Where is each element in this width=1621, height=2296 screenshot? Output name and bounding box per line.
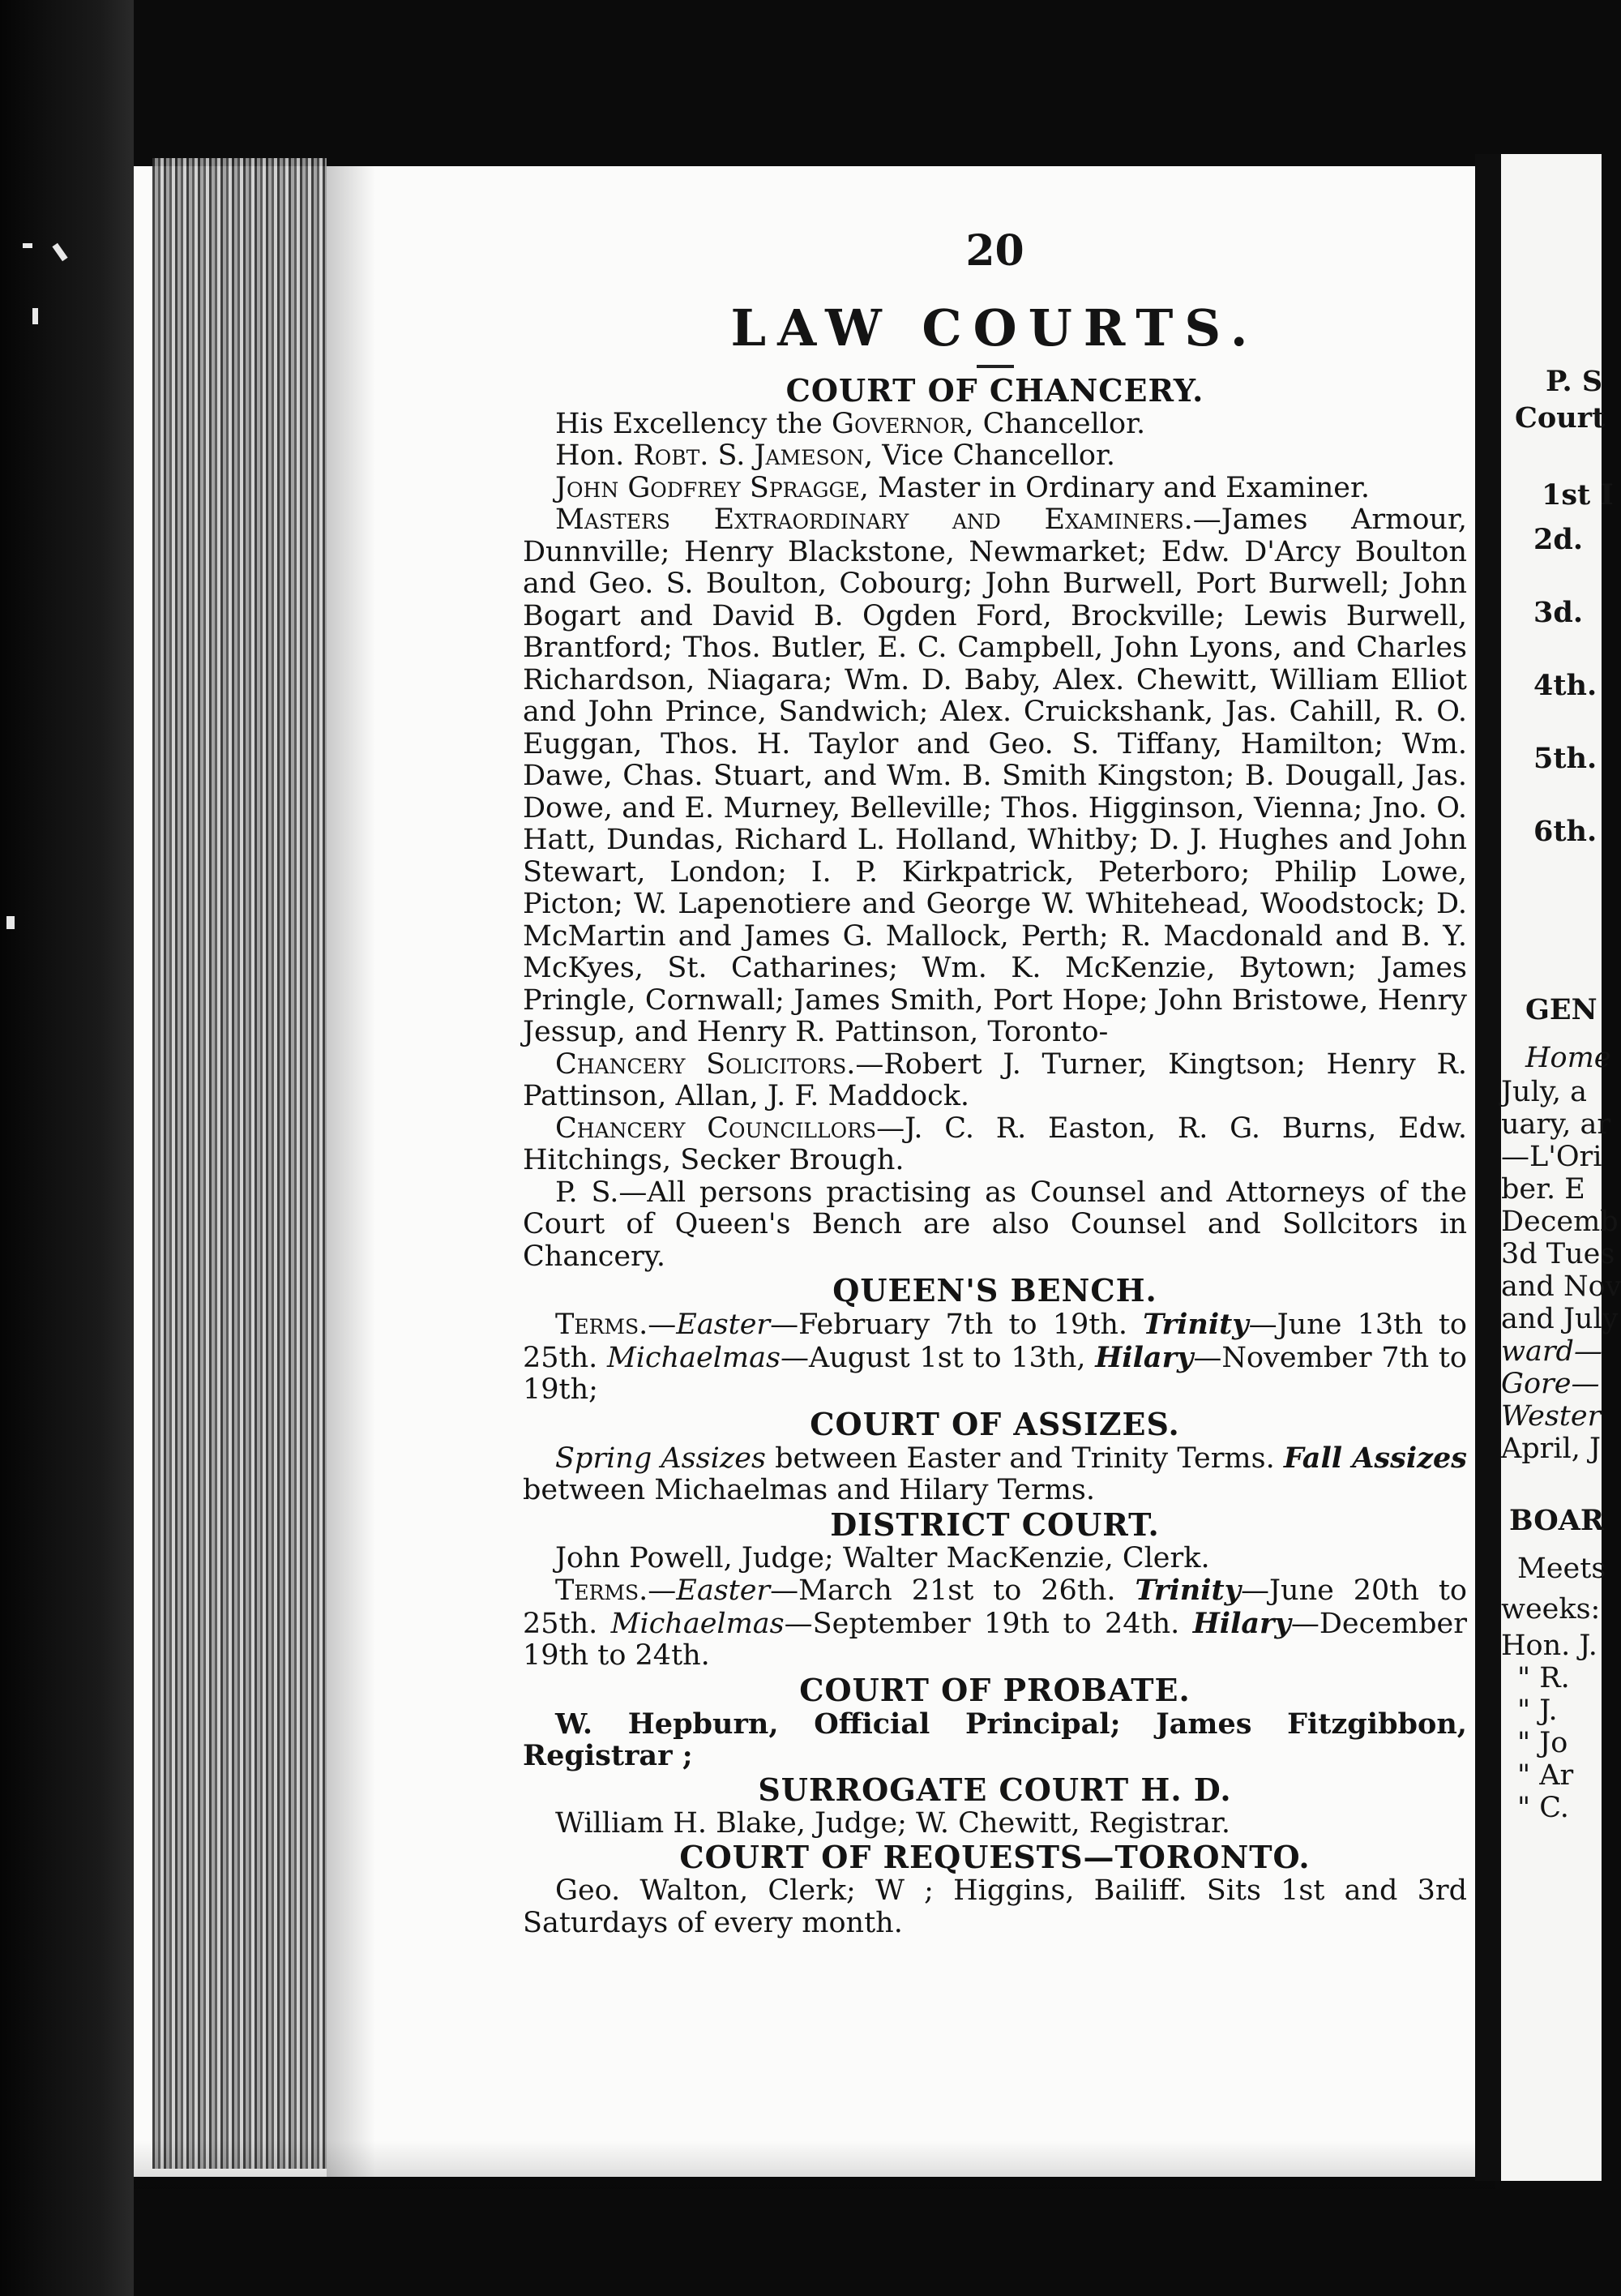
scan-artifact	[32, 308, 38, 324]
facing-page-fragment: 3d.	[1533, 596, 1584, 629]
scan-artifact	[6, 916, 15, 929]
facing-page-fragment: —L'Ori	[1501, 1141, 1602, 1173]
page-edges	[152, 158, 327, 2169]
district-heading: DISTRICT COURT.	[830, 1506, 1160, 1543]
master-line: John Godfrey Spragge, Master in Ordinary and Examiner.	[555, 471, 1370, 504]
facing-page-fragment: April, J	[1501, 1433, 1602, 1465]
masters-extraordinary: Masters Extraordinary and Examiners.—James Armour, Dunnville; Henry Blackstone, Newmarket; Edw. D'Arcy Boulton and Geo. S. Boulton, Cobourg; John Burwell, Port Burwell; John Bogart and David B. Ogden Ford, Brockville; Lewis Burwell, Brantford; Thos. Butler, E. C. Campbell, John Lyons, and Charles Richardson, Niagara; Wm. D. Baby, Alex. Chewitt, William Elliot and John Prince, Sandwich; Alex. Cruickshank, Jas. Cahill, R. O. Euggan, Thos. H. Taylor and Geo. S. Tiffany, Hamilton; Wm. Dawe, Chas. Stuart, and Wm. B. Smith Kingston; B. Dougall, Jas. Dowe, and E. Murney, Belleville; Thos. Higginson, Vienna; Jno. O. Hatt, Dundas, Richard L. Holland, Whitby; D. J. Hughes and John Stewart, London; I. P. Kirkpatrick, Peterboro; Philip Lowe, Picton; W. Lapenotiere and George W. Whitehead, Woodstock; D. McMartin and James G. Mallock, Perth; R. Macdonald and B. Y. McKyes, St. Catharines; Wm. K. McKenzie, Bytown; James Pringle, Cornwall; James Smith, Port Hope; John Bristowe, Henry Jessup, and Henry R. Pattinson, Toronto-	[523, 503, 1467, 1048]
facing-page-fragment: Decemb	[1501, 1206, 1619, 1238]
facing-page-fragment: " R.	[1517, 1662, 1570, 1694]
facing-page-fragment: ward—	[1501, 1335, 1602, 1368]
chancery-heading: COURT OF CHANCERY.	[785, 371, 1204, 409]
requests-heading: COURT OF REQUESTS—TORONTO.	[679, 1839, 1311, 1875]
facing-page-fragment: " Ar	[1517, 1759, 1574, 1792]
vice-chancellor-line: Hon. Robt. S. Jameson, Vice Chancellor.	[555, 439, 1116, 472]
probate-text: W. Hepburn, Official Principal; James Fitzgibbon, Registrar ;	[523, 1707, 1467, 1772]
facing-page-fragment: and July	[1501, 1303, 1619, 1335]
facing-page-fragment: P. S	[1546, 365, 1603, 398]
scan-border	[0, 0, 134, 2296]
facing-page-fragment: BOAR	[1509, 1504, 1604, 1537]
probate-heading: COURT OF PROBATE.	[799, 1671, 1191, 1708]
requests-text: Geo. Walton, Clerk; W ; Higgins, Bailiff. Sits 1st and 3rd Saturdays of every month.	[523, 1874, 1467, 1939]
surrogate-heading: SURROGATE COURT H. D.	[758, 1771, 1232, 1808]
facing-page-fragment: GEN	[1525, 993, 1597, 1026]
page-number: 20	[965, 226, 1024, 276]
surrogate-text: William H. Blake, Judge; W. Chewitt, Registrar.	[555, 1806, 1231, 1840]
facing-page-fragment: " C.	[1517, 1792, 1569, 1824]
chancery-solicitors: Chancery Solicitors.—Robert J. Turner, Kingtson; Henry R. Pattinson, Allan, J. F. Maddock.	[523, 1047, 1468, 1112]
facing-page-fragment: 2d.	[1533, 523, 1584, 556]
facing-page-fragment: Hon. J.	[1501, 1630, 1597, 1662]
chancellor-line: His Excellency the Governor, Chancellor.	[555, 407, 1146, 440]
page-bottom-shadow	[134, 2140, 1495, 2189]
title-rule	[977, 365, 1014, 368]
scan-artifact	[23, 243, 32, 248]
facing-page-fragment: Home	[1525, 1042, 1611, 1074]
chancery-postscript: P. S.—All persons practising as Counsel and Attorneys of the Court of Queen's Bench are also Counsel and Sollcitors in Chancery.	[523, 1176, 1467, 1273]
facing-page-fragment: Meets	[1517, 1553, 1606, 1585]
facing-page-fragment: 5th.	[1533, 742, 1597, 775]
assizes-text: Spring Assizes between Easter and Trinity Terms. Fall Assizes between Michaelmas and Hilary Terms.	[523, 1441, 1467, 1506]
queens-bench-heading: QUEEN'S BENCH.	[832, 1272, 1157, 1309]
facing-page-fragment: Gore—	[1501, 1368, 1600, 1400]
facing-page-fragment: " Jo	[1517, 1727, 1568, 1759]
queens-bench-terms: Terms.—Easter—February 7th to 19th. Trinity—June 13th to 25th. Michaelmas—August 1st to 13th, Hilary—November 7th to 19th;	[523, 1308, 1468, 1406]
facing-page-fragment: and Nov	[1501, 1270, 1621, 1303]
book-gutter	[1475, 154, 1501, 2181]
facing-page-fragment: July, a	[1501, 1076, 1588, 1108]
district-terms: Terms.—Easter—March 21st to 26th. Trinity—June 20th to 25th. Michaelmas—September 19th to 24th. Hilary—December 19th to 24th.	[523, 1574, 1467, 1672]
facing-page-fragment: Court	[1515, 401, 1606, 435]
page-title: LAW COURTS.	[730, 298, 1260, 358]
facing-page-fragment: 3d Tues	[1501, 1238, 1615, 1270]
assizes-heading: COURT OF ASSIZES.	[810, 1405, 1180, 1442]
facing-page-fragment: 6th.	[1533, 815, 1597, 848]
facing-page-fragment: weeks:	[1501, 1593, 1601, 1626]
chancery-councillors: Chancery Councillors—J. C. R. Easton, R. G. Burns, Edw. Hitchings, Secker Brough.	[523, 1112, 1467, 1176]
page-edge-shadow	[327, 166, 375, 2177]
district-officers: John Powell, Judge; Walter MacKenzie, Clerk.	[555, 1541, 1210, 1574]
facing-page	[1501, 154, 1621, 2181]
facing-page-fragment: " J.	[1517, 1694, 1558, 1727]
facing-page-fragment: 4th.	[1533, 669, 1597, 702]
facing-page-fragment: Wester	[1501, 1400, 1602, 1433]
facing-page-fragment: 1st I	[1542, 478, 1614, 512]
facing-page-fragment: uary, ar	[1501, 1108, 1611, 1141]
facing-page-fragment: ber. E	[1501, 1173, 1585, 1206]
page-text	[523, 226, 1468, 1939]
